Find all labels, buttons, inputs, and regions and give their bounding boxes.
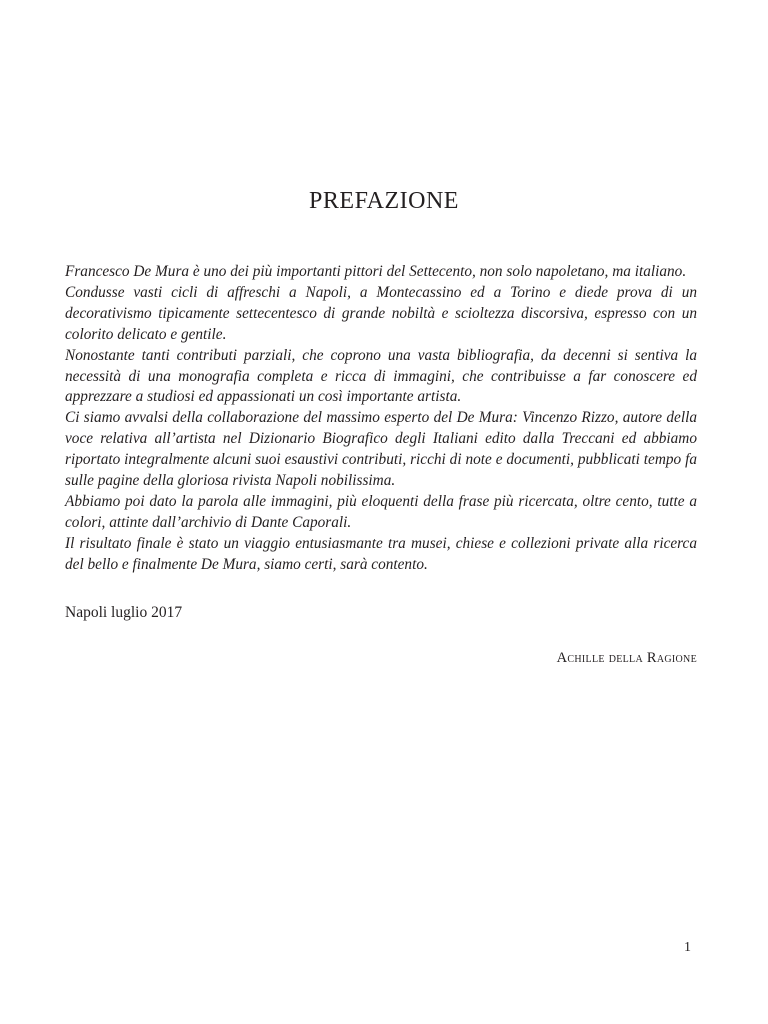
paragraph: Francesco De Mura è uno dei più importanti pittori del Settecento, non solo napoletano, ma italiano. xyxy=(65,263,687,280)
author-signature: Achille della Ragione xyxy=(556,650,697,666)
paragraph: Il risultato finale è stato un viaggio entusiasmante tra musei, chiese e collezioni private alla ricerca del bello e finalmente De Mura, siamo certi, sarà contento. xyxy=(65,534,697,573)
paragraph: Nonostante tanti contributi parziali, che coprono una vasta bibliografia, da decenni si sentiva la necessità di una monografia completa e ricca di immagini, che contribuisse a far conoscere ed apprezzare a studiosi ed appassionati un così importante artista. xyxy=(65,346,697,406)
preface-body xyxy=(65,262,697,576)
paragraph: Ci siamo avvalsi della collaborazione del massimo esperto del De Mura: Vincenzo Rizzo, autore della voce relativa all’artista nel Dizionario Biografico degli Italiani edito dalla Treccani ed abbiamo riportato integralmente alcuni suoi esaustivi contributi, ricchi di note e documenti, pubblicati tempo fa sulle pagine della gloriosa rivista Napoli nobilissima. xyxy=(65,409,697,490)
page-title: PREFAZIONE xyxy=(309,188,459,214)
paragraph: Condusse vasti cicli di affreschi a Napoli, a Montecassino ed a Torino e diede prova di un decorativismo tipicamente settecentesco di grande nobiltà e scioltezza discorsiva, espresso con un colorito delicato e gentile. xyxy=(65,283,697,343)
paragraph: Abbiamo poi dato la parola alle immagini, più eloquenti della frase più ricercata, oltre cento, tutte a colori, attinte dall’archivio di Dante Caporali. xyxy=(65,492,697,531)
page-number: 1 xyxy=(684,940,691,955)
date-line: Napoli luglio 2017 xyxy=(65,604,183,621)
